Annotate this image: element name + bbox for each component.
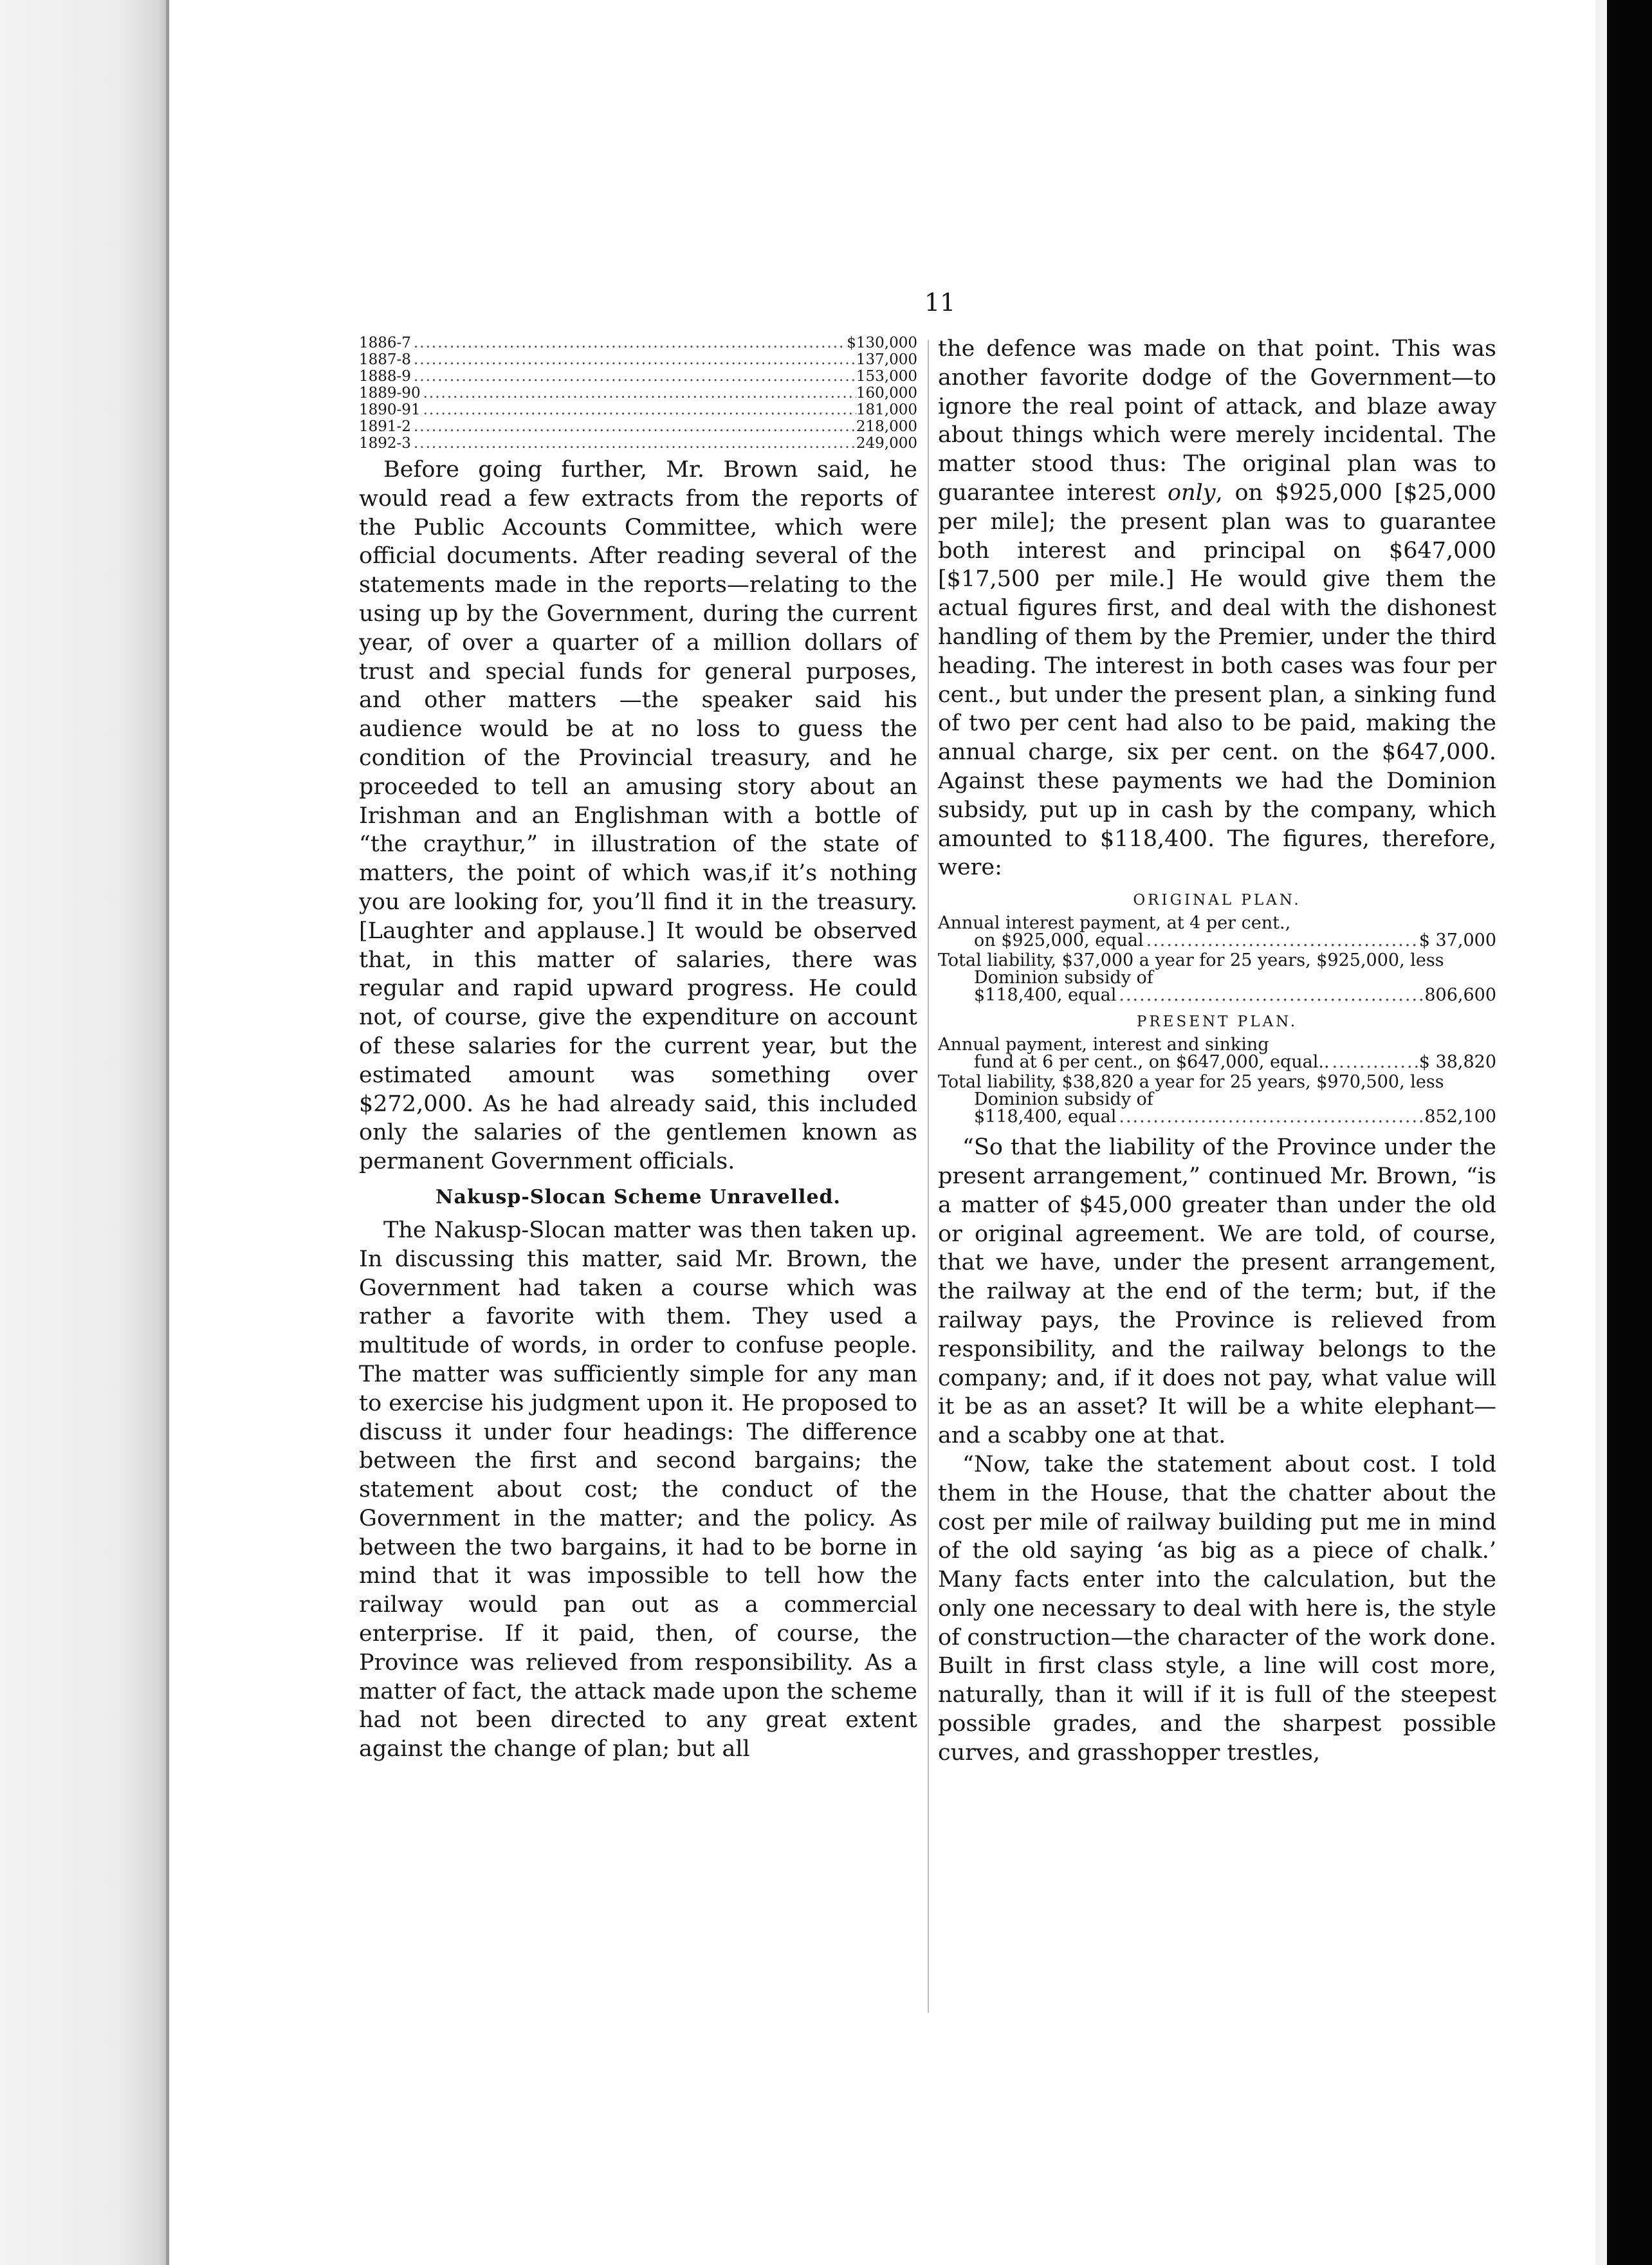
original-plan-title: ORIGINAL PLAN.: [1133, 892, 1301, 909]
leader-dots: [1144, 932, 1419, 949]
ledger-amount: 249,000: [856, 435, 917, 452]
calc-item: [938, 952, 1496, 1004]
calc-line: [938, 986, 1496, 1004]
paragraph-nakusp-slocan: The Nakusp-Slocan matter was then taken up. In discussing this matter, said Mr. Brown, the Government had taken a course which was rather a favorite with them. They used a multitude of words, in order to confuse people. The matter was sufficiently simple for any man to exercise his judgment upon it. He proposed to discuss it under four headings: The difference between the first and second bargains; the statement about cost; the conduct of the Government in the matter; and the policy. As between the two bargains, it had to be borne in mind that it was impossible to tell how the railway would pan out as a commercial enterprise. If it paid, then, of course, the Province was relieved from responsibility. As a matter of fact, the attack made upon the scheme had not been directed to any great extent against the change of plan; but all: [359, 1217, 917, 1762]
ledger-amount: 181,000: [856, 402, 917, 418]
leader-dots: [411, 368, 856, 385]
leader-dots: [411, 435, 856, 452]
leader-dots: [411, 418, 856, 435]
ledger-amount: $130,000: [847, 335, 917, 351]
scan-right-gap: [1595, 0, 1607, 2265]
calc-value: $ 38,820: [1418, 1052, 1496, 1073]
ledger-year: 1891-2: [359, 418, 411, 435]
calc-line: [938, 932, 1496, 949]
ledger-amount: 160,000: [856, 385, 917, 402]
ledger-row: [359, 351, 917, 368]
calc-text: $118,400, equal: [974, 985, 1117, 1006]
calc-text: on $925,000, equal: [974, 930, 1144, 951]
column-divider: [928, 340, 929, 2013]
calc-item: [938, 1073, 1496, 1125]
leader-dots: [411, 351, 856, 368]
paragraph-defence: [938, 335, 1496, 882]
leader-dots: [1330, 1053, 1419, 1071]
calc-value: $ 37,000: [1418, 930, 1496, 951]
leader-dots: [1116, 986, 1424, 1004]
section-heading: Nakusp-Slocan Scheme Unravelled.: [436, 1185, 841, 1208]
leader-dots: [1116, 1108, 1424, 1125]
calc-text: Annual interest payment, at 4 per cent.,: [938, 913, 1291, 934]
ledger-amount: 137,000: [856, 351, 917, 368]
calc-text: Total liability, $37,000 a year for 25 years, $925,000, less Dominion subsidy of: [938, 950, 1444, 988]
right-column: [938, 335, 1496, 1768]
calc-text: $118,400, equal: [974, 1107, 1117, 1127]
calc-line: [938, 1108, 1496, 1125]
paragraph-text: , on $925,000 [$25,000 per mile]; the present plan was to guarantee both interest and principal on $647,000 [$17,500 per mile.] He would give them the actual figures first, and deal with the dishonest handling of them by the Premier, under the third heading. The interest in both cases was four per cent., but under the present plan, a sinking fund of two per cent had also to be paid, making the annual charge, six per cent. on the $647,000. Against these payments we had the Dominion subsidy, put up in cash by the company, which amounted to $118,400. The figures, therefore, were:: [938, 479, 1497, 881]
page-fold-line: [166, 0, 169, 2265]
ledger-year: 1887-8: [359, 351, 411, 368]
ledger-year: 1886-7: [359, 335, 411, 351]
ledger-row: [359, 335, 917, 351]
salary-ledger: [359, 335, 917, 452]
present-plan-title: PRESENT PLAN.: [1136, 1013, 1298, 1031]
paragraph-public-accounts: Before going further, Mr. Brown said, he would read a few extracts from the reports of the Public Accounts Committee, which were official documents. After reading several of the statements made in the reports—relating to the using up by the Government, during the current year, of over a quarter of a million dollars of trust and special funds for general purposes, and other matters —the speaker said his audience would be at no loss to guess the condition of the Provincial treasury, and he proceeded to tell an amusing story about an Irishman and an Englishman with a bottle of “the craythur,” in illustration of the state of matters, the point of which was,if it’s nothing you are looking for, you’ll find it in the treasury. [Laughter and applause.] It would be observed that, in this matter of salaries, there was regular and rapid upward progress. He could not, of course, give the expenditure on account of these salaries for the current year, but the estimated amount was something over $272,000. As he had already said, this included only the salaries of the gentlemen known as permanent Government officials.: [359, 457, 917, 1175]
paragraph-text: the defence was made on that point. This was another favorite dodge of the Government—to ignore the real point of attack, and blaze away about things which were merely incidental. The matter stood thus: The original plan was to guarantee interest: [938, 336, 1496, 506]
leader-dots: [421, 402, 856, 418]
ledger-row: [359, 418, 917, 435]
calc-text: fund at 6 per cent., on $647,000, equal..: [974, 1052, 1330, 1073]
ledger-row: [359, 385, 917, 402]
ledger-amount: 218,000: [856, 418, 917, 435]
paragraph-liability: “So that the liability of the Province under the present arrangement,” continued Mr. Brown, “is a matter of $45,000 greater than under the old or original agreement. We are told, of course, that we have, under the present arrangement, the railway at the end of the term; but, if the railway pays, the Province is relieved from responsibility, and the railway belongs to the company; and, if it does not pay, what value will it be as an asset? It will be a white elephant—and a scabby one at that.: [938, 1134, 1496, 1449]
ledger-amount: 153,000: [856, 368, 917, 385]
calc-value: 806,600: [1424, 985, 1496, 1006]
ledger-year: 1892-3: [359, 435, 411, 452]
paragraph-cost: “Now, take the statement about cost. I told them in the House, that the chatter about the cost per mile of railway building put me in mind of the old saying ‘as big as a piece of chalk.’ Many facts enter into the calculation, but the only one necessary to deal with here is, the style of construction—the character of the work done. Built in first class style, a line will cost more, naturally, than it will if it is full of the steepest possible grades, and the sharpest possible curves, and grasshopper trestles,: [938, 1451, 1496, 1766]
left-column: [359, 335, 917, 1764]
scan-left-margin: [0, 0, 169, 2265]
ledger-year: 1890-91: [359, 402, 421, 418]
calc-value: 852,100: [1424, 1107, 1496, 1127]
leader-dots: [411, 335, 847, 351]
calc-text: Annual payment, interest and sinking: [938, 1035, 1269, 1055]
calc-item: [938, 1036, 1496, 1071]
ledger-row: [359, 402, 917, 418]
calc-text: Total liability, $38,820 a year for 25 years, $970,500, less Dominion subsidy of: [938, 1072, 1444, 1110]
ledger-year: 1888-9: [359, 368, 411, 385]
ledger-row: [359, 368, 917, 385]
scan-right-border: [1607, 0, 1652, 2265]
calc-line: [938, 1053, 1496, 1071]
page-number: 11: [924, 288, 956, 317]
ledger-row: [359, 435, 917, 452]
calc-item: [938, 914, 1496, 949]
emphasis-text: only: [1167, 479, 1216, 506]
leader-dots: [421, 385, 856, 402]
spacer: [938, 1128, 1496, 1133]
ledger-year: 1889-90: [359, 385, 421, 402]
